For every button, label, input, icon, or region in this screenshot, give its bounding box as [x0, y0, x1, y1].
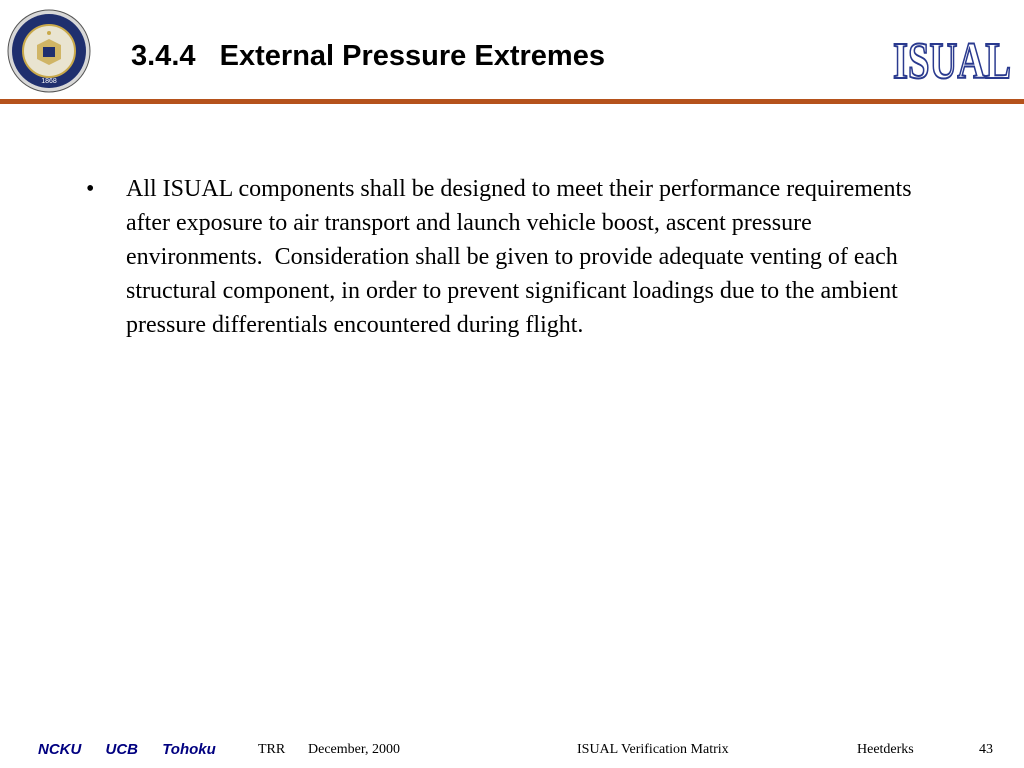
- title-divider: [0, 99, 1024, 104]
- footer-page-number: 43: [979, 742, 993, 757]
- isual-logo-text: ISUAL: [893, 33, 1011, 90]
- footer-date: December, 2000: [308, 742, 400, 757]
- footer-org-tohoku: Tohoku: [162, 741, 216, 758]
- footer-trr: TRR: [258, 742, 286, 757]
- slide-title: 3.4.4 External Pressure Extremes: [131, 40, 605, 72]
- footer-author: Heetderks: [857, 742, 914, 757]
- bullet-symbol: •: [86, 176, 95, 202]
- footer-org-ncku: NCKU: [38, 741, 82, 758]
- bullet-text: All ISUAL components shall be designed to meet their performance requirements after exposure to air transport and launch vehicle boost, ascent pressure environments. Consideration shall be given to provide adequate venting of each structural component, in order to prevent significant loadings due to the ambient pressure differentials encountered during flight.: [126, 176, 918, 338]
- isual-logo: [890, 26, 1014, 90]
- footer-organizations: [38, 740, 236, 760]
- bullet-item: [86, 172, 966, 342]
- seal-year: 1868: [41, 78, 57, 85]
- university-seal-icon: [7, 9, 91, 93]
- slide-body: [86, 172, 966, 342]
- footer-org-ucb: UCB: [105, 741, 139, 758]
- footer-doc-title: ISUAL Verification Matrix: [577, 742, 729, 757]
